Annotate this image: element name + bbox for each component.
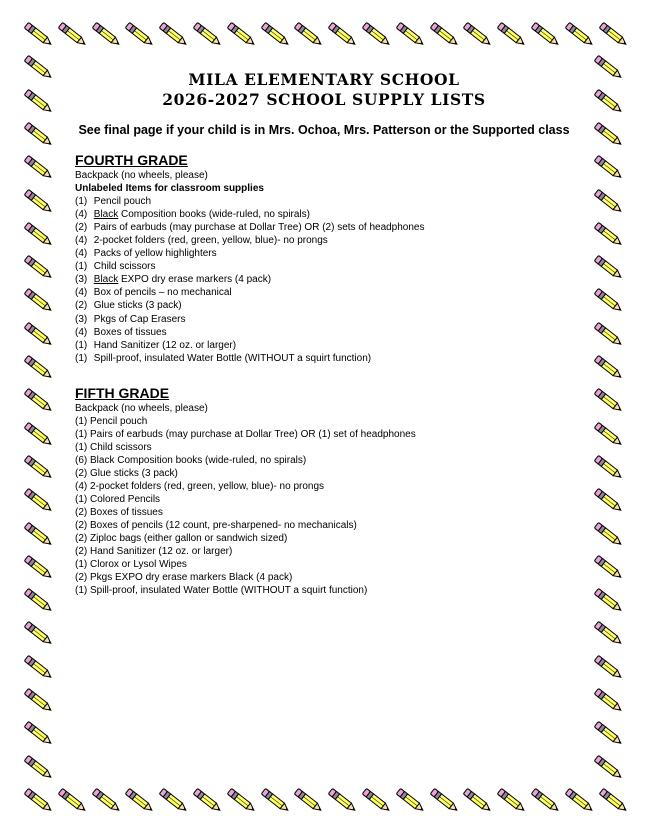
pencil-icon <box>592 520 626 550</box>
pencil-icon <box>90 20 124 50</box>
fourth-grade-item <box>75 195 586 208</box>
pencil-icon <box>428 20 462 50</box>
pencil-icon <box>592 187 626 217</box>
item-description: Pairs of earbuds (may purchase at Dollar Tree) OR (2) sets of headphones <box>93 222 425 234</box>
fourth-grade-item <box>75 286 586 299</box>
pencil-icon <box>592 653 626 683</box>
pencil-icon <box>22 187 56 217</box>
pencil-icon <box>592 87 626 117</box>
pencil-icon <box>326 20 360 50</box>
pencil-icon <box>22 786 56 816</box>
fifth-grade-item: (1) Child scissors <box>75 441 152 453</box>
pencil-icon <box>326 786 360 816</box>
fifth-grade-item: (2) Boxes of pencils (12 count, pre-sharpened- no mechanicals) <box>75 520 357 532</box>
item-quantity: (1) <box>75 352 88 364</box>
pencil-icon <box>22 320 56 350</box>
pencil-icon <box>592 553 626 583</box>
pencil-icon <box>292 20 326 50</box>
pencil-icon <box>592 220 626 250</box>
fourth-grade-backpack: Backpack (no wheels, please) <box>75 170 208 181</box>
item-description: Glue sticks (3 pack) <box>93 300 182 312</box>
fifth-grade-item: (1) Clorox or Lysol Wipes <box>75 559 187 571</box>
fourth-grade-item <box>75 234 586 247</box>
pencil-icon <box>22 753 56 783</box>
fifth-grade-item: (1) Pencil pouch <box>75 415 148 427</box>
item-description: 2-pocket folders (red, green, yellow, blue)- no prongs <box>93 235 328 247</box>
item-description: Box of pencils – no mechanical <box>93 287 232 299</box>
fourth-grade-item <box>75 208 586 221</box>
pencil-icon <box>22 253 56 283</box>
pencil-icon <box>259 20 293 50</box>
pencil-icon <box>259 786 293 816</box>
pencil-icon <box>22 53 56 83</box>
fourth-grade-item <box>75 247 586 260</box>
item-quantity: (1) <box>75 196 88 208</box>
pencil-icon <box>22 20 56 50</box>
item-quantity: (4) <box>75 209 88 221</box>
supply-lists-title: 2026-2027 SCHOOL SUPPLY LISTS <box>162 90 486 109</box>
pencil-icon <box>22 719 56 749</box>
item-quantity: (2) <box>75 222 88 234</box>
pencil-icon <box>22 553 56 583</box>
item-quantity: (1) <box>75 339 88 351</box>
pencil-icon <box>592 486 626 516</box>
pencil-icon <box>225 786 259 816</box>
pencil-icon <box>597 20 631 50</box>
pencil-icon <box>22 586 56 616</box>
fourth-grade-item <box>75 260 586 273</box>
pencil-icon <box>22 653 56 683</box>
item-quantity: (3) <box>75 313 88 325</box>
fifth-grade-item: (1) Spill-proof, insulated Water Bottle (WITHOUT a squirt function) <box>75 585 368 597</box>
item-color-emphasis: Black <box>93 274 119 286</box>
pencil-icon <box>592 619 626 649</box>
fifth-grade-item: (2) Glue sticks (3 pack) <box>75 467 178 479</box>
item-quantity: (4) <box>75 235 88 247</box>
item-quantity: (1) <box>75 261 88 273</box>
pencil-icon <box>529 20 563 50</box>
item-description: Pkgs of Cap Erasers <box>93 313 186 325</box>
pencil-icon <box>592 120 626 150</box>
pencil-icon <box>394 20 428 50</box>
pencil-icon <box>461 20 495 50</box>
pencil-icon <box>428 786 462 816</box>
pencil-icon <box>22 153 56 183</box>
pencil-icon <box>22 286 56 316</box>
fifth-grade-item: (6) Black Composition books (wide-ruled, no spirals) <box>75 454 307 466</box>
pencil-icon <box>157 20 191 50</box>
item-quantity: (2) <box>75 300 88 312</box>
pencil-icon <box>592 586 626 616</box>
pencil-icon <box>225 20 259 50</box>
pencil-icon <box>191 786 225 816</box>
pencil-icon <box>56 786 90 816</box>
pencil-icon <box>592 386 626 416</box>
fourth-grade-item <box>75 352 586 365</box>
pencil-icon <box>123 786 157 816</box>
pencil-icon <box>22 453 56 483</box>
item-quantity: (4) <box>75 248 88 260</box>
school-name-title: MILA ELEMENTARY SCHOOL <box>188 70 460 89</box>
pencil-icon <box>22 486 56 516</box>
fifth-grade-list <box>62 415 586 598</box>
pencil-icon <box>157 786 191 816</box>
fifth-grade-item: (4) 2-pocket folders (red, green, yellow, blue)- no prongs <box>75 480 325 492</box>
fifth-grade-item: (1) Colored Pencils <box>75 494 161 506</box>
pencil-icon <box>592 53 626 83</box>
item-description: Hand Sanitizer (12 oz. or larger) <box>93 339 237 351</box>
pencil-icon <box>90 786 124 816</box>
item-description: Boxes of tissues <box>93 326 167 338</box>
pencil-icon <box>56 20 90 50</box>
pencil-icon <box>22 686 56 716</box>
fifth-grade-heading: FIFTH GRADE <box>75 384 170 401</box>
pencil-icon <box>592 686 626 716</box>
pencil-icon <box>22 386 56 416</box>
fourth-grade-list <box>62 195 586 365</box>
supply-list-page <box>62 70 586 597</box>
pencil-icon <box>22 619 56 649</box>
pencil-icon <box>22 220 56 250</box>
fourth-grade-item <box>75 299 586 312</box>
pencil-icon <box>461 786 495 816</box>
pencil-icon <box>592 253 626 283</box>
item-quantity: (4) <box>75 287 88 299</box>
pencil-icon <box>592 453 626 483</box>
pencil-icon <box>592 353 626 383</box>
item-description: Packs of yellow highlighters <box>93 248 217 260</box>
pencil-icon <box>123 20 157 50</box>
pencil-icon <box>22 420 56 450</box>
pencil-icon <box>360 20 394 50</box>
pencil-icon <box>360 786 394 816</box>
fourth-grade-item <box>75 221 586 234</box>
fifth-grade-item: (2) Hand Sanitizer (12 oz. or larger) <box>75 546 233 558</box>
pencil-icon <box>495 786 529 816</box>
pencil-icon <box>592 153 626 183</box>
pencil-icon <box>592 753 626 783</box>
pencil-icon <box>592 719 626 749</box>
item-description: EXPO dry erase markers (4 pack) <box>118 274 272 286</box>
item-description: Pencil pouch <box>93 196 152 208</box>
item-quantity: (4) <box>75 326 88 338</box>
fifth-grade-item: (2) Boxes of tissues <box>75 507 163 519</box>
fourth-grade-item <box>75 273 586 286</box>
fourth-grade-heading: FOURTH GRADE <box>75 152 188 168</box>
item-color-emphasis: Black <box>93 209 119 221</box>
pencil-icon <box>191 20 225 50</box>
item-quantity: (3) <box>75 274 88 286</box>
pencil-icon <box>563 20 597 50</box>
fifth-grade-item: (2) Ziploc bags (either gallon or sandwich sized) <box>75 533 288 545</box>
fourth-grade-item <box>75 326 586 339</box>
pencil-icon <box>563 786 597 816</box>
fourth-grade-item <box>75 339 586 352</box>
pencil-icon <box>592 286 626 316</box>
pencil-icon <box>22 353 56 383</box>
pencil-icon <box>592 420 626 450</box>
pencil-icon <box>292 786 326 816</box>
item-description: Spill-proof, insulated Water Bottle (WITHOUT a squirt function) <box>93 352 372 364</box>
pencil-icon <box>592 320 626 350</box>
pencil-icon <box>22 120 56 150</box>
fifth-grade-item: (1) Pairs of earbuds (may purchase at Dollar Tree) OR (1) set of headphones <box>75 428 416 440</box>
fifth-grade-item: (2) Pkgs EXPO dry erase markers Black (4 pack) <box>75 572 293 584</box>
pencil-icon <box>597 786 631 816</box>
pencil-icon <box>495 20 529 50</box>
pencil-icon <box>394 786 428 816</box>
fourth-grade-item <box>75 313 586 326</box>
item-description: Child scissors <box>93 261 156 273</box>
item-description: Composition books (wide-ruled, no spirals) <box>118 209 310 221</box>
fifth-grade-backpack: Backpack (no wheels, please) <box>75 402 208 414</box>
pencil-icon <box>22 520 56 550</box>
pencil-icon <box>529 786 563 816</box>
final-page-note: See final page if your child is in Mrs. Ochoa, Mrs. Patterson or the Supported class <box>78 123 570 137</box>
fourth-grade-unlabeled-note: Unlabeled Items for classroom supplies <box>75 183 264 195</box>
pencil-icon <box>22 87 56 117</box>
